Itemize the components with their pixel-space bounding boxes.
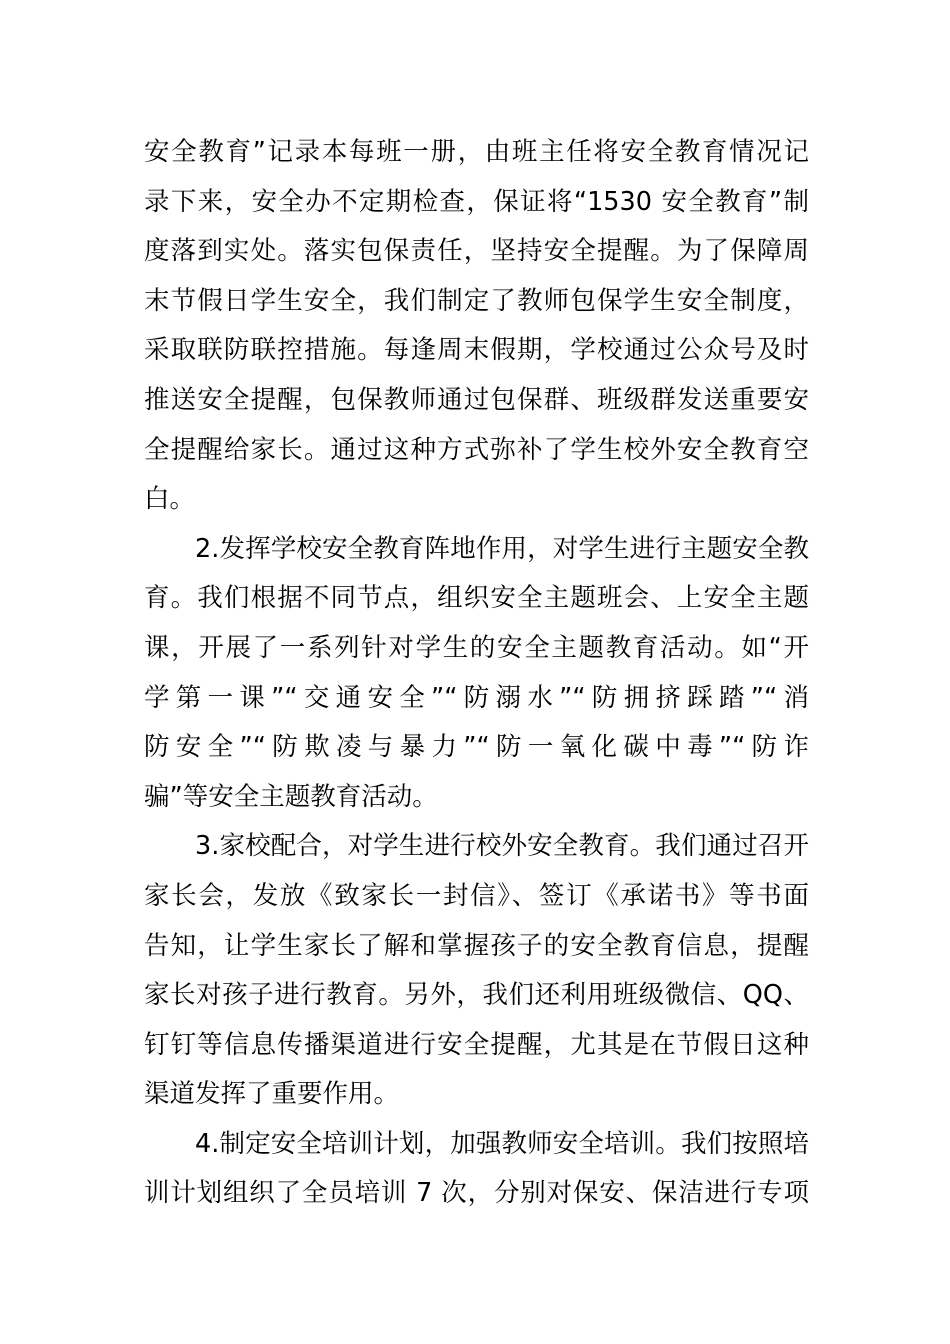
paragraph-line: 白。 xyxy=(144,484,196,515)
paragraph-line: 度落到实处。落实包保责任，坚持安全提醒。为了保障周 xyxy=(144,236,809,267)
body-text xyxy=(144,128,809,1219)
paragraph-line: 家长对孩子进行教育。另外，我们还利用班级微信、QQ、 xyxy=(144,980,809,1011)
paragraph-line: 安全教育”记录本每班一册，由班主任将安全教育情况记 xyxy=(144,137,809,167)
paragraph-line: 2.发挥学校安全教育阵地作用，对学生进行主题安全教 xyxy=(195,533,809,564)
paragraph-line: 防安全”“防欺凌与暴力”“防一氧化碳中毒”“防诈 xyxy=(144,732,809,763)
paragraph-line: 末节假日学生安全，我们制定了教师包保学生安全制度， xyxy=(144,285,809,316)
paragraph-line: 课，开展了一系列针对学生的安全主题教育活动。如“开 xyxy=(144,632,809,663)
paragraph-line: 渠道发挥了重要作用。 xyxy=(144,1079,400,1110)
paragraph-line: 4.制定安全培训计划，加强教师安全培训。我们按照培 xyxy=(195,1128,809,1159)
paragraph-line: 训计划组织了全员培训 7 次，分别对保安、保洁进行专项 xyxy=(144,1178,809,1209)
paragraph-line: 钉钉等信息传播渠道进行安全提醒，尤其是在节假日这种 xyxy=(144,1029,809,1060)
paragraph-line: 录下来，安全办不定期检查，保证将“1530 安全教育”制 xyxy=(144,186,809,217)
paragraph-line: 骗”等安全主题教育活动。 xyxy=(144,781,438,812)
paragraph-line: 推送安全提醒，包保教师通过包保群、班级群发送重要安 xyxy=(144,384,809,415)
paragraph-line: 全提醒给家长。通过这种方式弥补了学生校外安全教育空 xyxy=(144,434,809,465)
paragraph-line: 采取联防联控措施。每逢周末假期，学校通过公众号及时 xyxy=(144,335,809,366)
paragraph-line: 学第一课”“交通安全”“防溺水”“防拥挤踩踏”“消 xyxy=(144,682,809,713)
paragraph-line: 3.家校配合，对学生进行校外安全教育。我们通过召开 xyxy=(195,831,809,862)
paragraph-line: 家长会，发放《致家长一封信》、签订《承诺书》等书面 xyxy=(144,880,809,911)
paragraph-line: 育。我们根据不同节点，组织安全主题班会、上安全主题 xyxy=(144,583,809,614)
paragraph-line: 告知，让学生家长了解和掌握孩子的安全教育信息，提醒 xyxy=(144,930,809,961)
